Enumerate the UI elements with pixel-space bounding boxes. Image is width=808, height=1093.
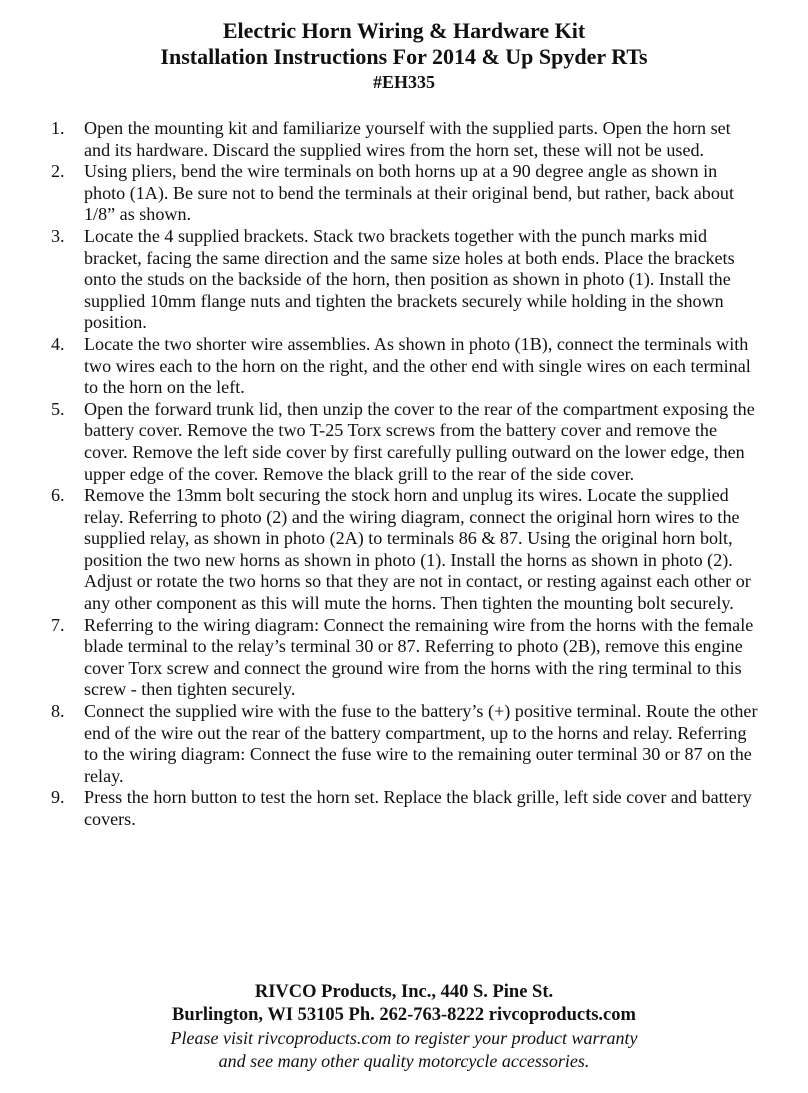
document-subtitle: Installation Instructions For 2014 & Up Spyder RTs (160, 44, 648, 69)
instruction-step (51, 399, 761, 485)
company-address: RIVCO Products, Inc., 440 S. Pine St. (254, 982, 554, 1002)
step-number: 1. (51, 118, 65, 138)
company-contact: Burlington, WI 53105 Ph. 262-763-8222 rivcoproducts.com (172, 1005, 636, 1025)
step-text: Open the forward trunk lid, then unzip the cover to the rear of the compartment exposing the battery cover. Remove the two T-25 Torx screws from the battery cover and remove the cover. Remove the left side cover by first carefully pulling outward on the lower edge, then upper edge of the cover. Remove the black grill to the rear of the side cover. (84, 398, 755, 484)
step-text: Connect the supplied wire with the fuse to the battery’s (+) positive terminal. Route the other end of the wire out the rear of the battery compartment, up to the horns and relay. Referring to the wiring diagram: Connect the fuse wire to the remaining outer terminal 30 or 87 on the relay. (84, 701, 758, 786)
step-text: Locate the two shorter wire assemblies. As shown in photo (1B), connect the terminals with two wires each to the horn on the right, and the other end with single wires on each terminal to the horn on the left. (84, 333, 751, 398)
step-text: Referring to the wiring diagram: Connect the remaining wire from the horns with the female blade terminal to the relay’s terminal 30 or 87. Referring to photo (2B), remove this engine cover Torx screw and connect the ground wire from the horns with the ring terminal to this screw - then tighten securely. (84, 614, 754, 700)
instruction-step (51, 118, 761, 161)
instruction-steps (51, 118, 761, 831)
step-number: 7. (51, 614, 65, 635)
instruction-step (51, 226, 761, 334)
accessories-note: and see many other quality motorcycle accessories. (218, 1051, 590, 1071)
step-number: 3. (51, 225, 65, 246)
warranty-note: Please visit rivcoproducts.com to register your product warranty (170, 1028, 638, 1048)
step-text: Open the mounting kit and familiarize yourself with the supplied parts. Open the horn set and its hardware. Discard the supplied wires from the horn set, these will not be used. (84, 118, 731, 160)
instruction-step (51, 787, 761, 830)
instruction-step (51, 334, 761, 399)
document-footer (0, 981, 808, 1073)
step-number: 4. (51, 333, 65, 354)
step-number: 6. (51, 485, 65, 506)
instruction-step (51, 701, 761, 787)
step-number: 9. (51, 787, 65, 808)
step-number: 2. (51, 161, 65, 182)
document-title: Electric Horn Wiring & Hardware Kit (222, 18, 586, 43)
instruction-step (51, 161, 761, 226)
step-text: Press the horn button to test the horn set. Replace the black grille, left side cover and battery covers. (84, 787, 752, 829)
part-number: #EH335 (372, 72, 435, 92)
instruction-step (51, 615, 761, 701)
instruction-step (51, 485, 761, 615)
step-text: Locate the 4 supplied brackets. Stack two brackets together with the punch marks mid bracket, facing the same direction and the same size holes at both ends. Place the brackets onto the studs on the backside of the horn, then position as shown in photo (1). Install the supplied 10mm flange nuts and tighten the brackets securely while holding in the shown position. (84, 225, 735, 333)
step-text: Using pliers, bend the wire terminals on both horns up at a 90 degree angle as shown in photo (1A). Be sure not to bend the terminals at their original bend, but rather, back about 1/8” as shown. (84, 161, 734, 225)
document-header (0, 18, 808, 94)
step-number: 5. (51, 398, 65, 419)
step-number: 8. (51, 701, 65, 722)
step-text: Remove the 13mm bolt securing the stock horn and unplug its wires. Locate the supplied relay. Referring to photo (2) and the wiring diagram, connect the original horn wires to the supplied relay, as shown in photo (2A) to terminals 86 & 87. Using the original horn bolt, position the two new horns as shown in photo (1). Install the horns as shown in photo (2). Adjust or rotate the two horns so that they are not in contact, or resting against each other or any other component as this will mute the horns. Then tighten the mounting bolt securely. (84, 485, 751, 614)
